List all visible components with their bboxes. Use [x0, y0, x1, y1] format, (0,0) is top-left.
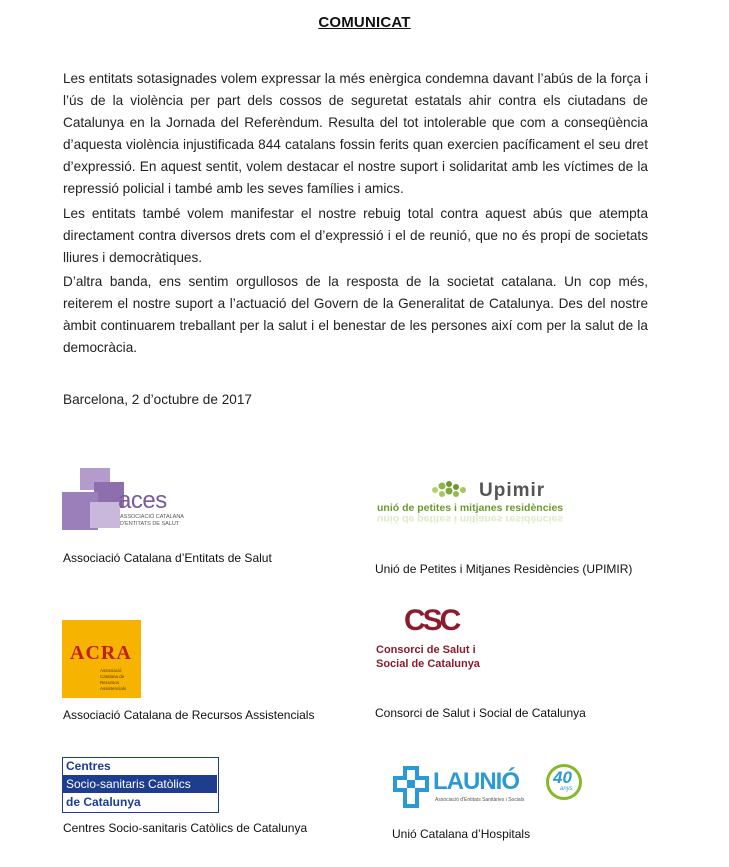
- acra-logo-word: ACRA: [70, 642, 132, 664]
- acra-logo-sub: Catalana de: [100, 674, 125, 679]
- cssc-logo: [376, 604, 506, 674]
- acra-logo-sub: Associació: [100, 668, 122, 673]
- acra-logo-sub: Recursos: [100, 680, 120, 685]
- caption-cssc: Consorci de Salut i Social de Catalunya: [375, 706, 586, 720]
- aces-logo-square: [90, 502, 120, 528]
- cssc-logo-sub: Consorci de Salut i: [376, 644, 476, 656]
- caption-launio: Unió Catalana d’Hospitals: [392, 827, 531, 841]
- aces-logo-sub: D'ENTITATS DE SALUT: [120, 521, 180, 527]
- paragraph-condemnation: Les entitats sotasignades volem expressar la més enèrgica condemna davant l’abús de la força i l’ús de la violència per part dels cossos de seguretat estatals ahir contra els ciutadans de Catalunya en la Jornada del Referèndum. Resulta del tot intolerable que com a conseqüència d’aquesta violència injustificada 844 catalans fossin ferits quan exercien pacíficament el seu dret d’expressió. En aquest sentit, volem destacar el nostre suport i solidaritat amb les víctimes de la repressió policial i també amb les seves famílies i amics.: [63, 71, 648, 196]
- launio-cross-icon: [391, 766, 431, 808]
- upimir-dots-icon: [431, 480, 467, 500]
- cssc-logo-word: CSC: [404, 604, 459, 637]
- caption-cssca: Centres Socio-sanitaris Catòlics de Catalunya: [63, 821, 308, 835]
- launio-badge-number: 40: [553, 768, 572, 787]
- aces-logo: [62, 468, 192, 530]
- launio-logo-sub: Associació d'Entitats Sanitàries i Socials: [435, 797, 525, 803]
- caption-aces: Associació Catalana d’Entitats de Salut: [63, 551, 272, 565]
- paragraph-rejection: Les entitats també volem manifestar el nostre rebuig total contra aquest abús que atempta directament contra diversos drets com el d’expressió i el de reunió, que no és propi de societats lliures i democràtiques.: [63, 206, 648, 265]
- launio-logo: [391, 764, 591, 812]
- aces-logo-word: aces: [118, 487, 167, 514]
- cssca-logo-line-highlight: Socio-sanitaris Catòlics: [63, 775, 217, 793]
- cssc-logo-sub: Social de Catalunya: [376, 658, 480, 670]
- upimir-logo-sub-reflection: unió de petites i mitjanes residències: [377, 513, 564, 525]
- caption-upimir: Unió de Petites i Mitjanes Residències (UPIMIR): [375, 562, 633, 576]
- launio-anniversary-badge: [546, 764, 582, 800]
- acra-logo-sub: Assistencials: [100, 686, 127, 691]
- cssca-logo: [62, 757, 219, 813]
- document-title: COMUNICAT: [318, 14, 411, 31]
- upimir-logo-sub: unió de petites i mitjanes residències: [377, 502, 564, 514]
- cssca-logo-line: Centres: [66, 759, 111, 773]
- launio-badge-sub: anys: [560, 786, 573, 792]
- aces-logo-sub: ASSOCIACIÓ CATALANA: [120, 514, 184, 520]
- upimir-logo-word: Upimir: [479, 480, 546, 501]
- acra-logo: [62, 620, 141, 698]
- paragraph-pride: D’altra banda, ens sentim orgullosos de la resposta de la societat catalana. Un cop més, reiterem el nostre suport a l’actuació del Govern de la Generalitat de Catalunya. Des del nostre àmbit continuarem treballant per la salut i el benestar de les persones així com per la salut de la democràcia.: [63, 274, 648, 355]
- document-date: Barcelona, 2 d’octubre de 2017: [63, 392, 252, 407]
- launio-logo-word: LAUNIÓ: [433, 768, 519, 795]
- cssca-logo-line: de Catalunya: [66, 795, 141, 809]
- caption-acra: Associació Catalana de Recursos Assistencials: [63, 708, 315, 722]
- upimir-logo: [377, 480, 577, 524]
